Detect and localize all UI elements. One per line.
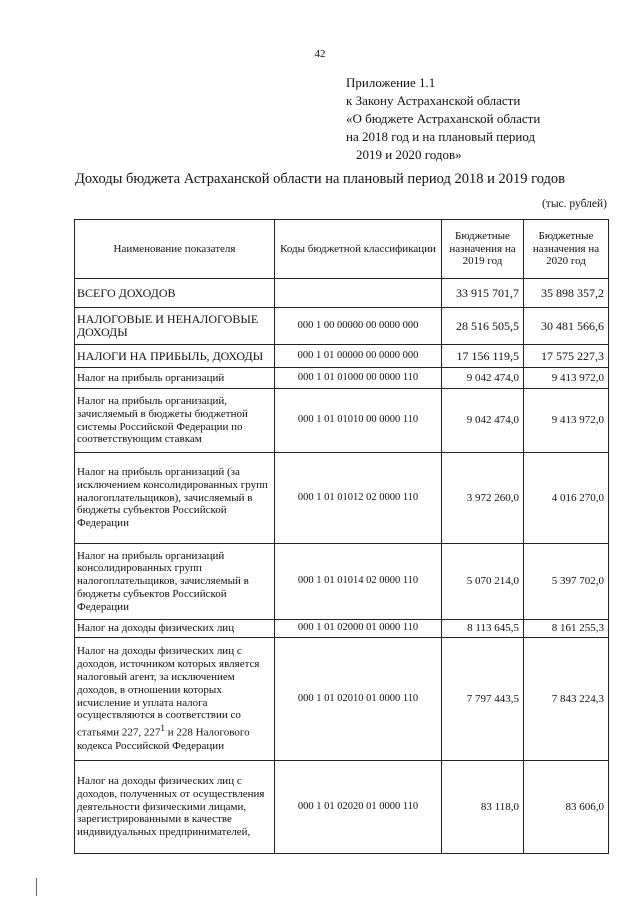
row-2019: 17 156 119,5 — [442, 345, 524, 368]
table-row — [75, 368, 609, 389]
row-name-superscript: 1 — [160, 723, 165, 734]
row-code: 000 1 01 01010 00 0000 110 — [275, 389, 442, 453]
table-row — [75, 453, 609, 544]
row-2020: 9 413 972,0 — [524, 368, 609, 389]
row-code: 000 1 01 00000 00 0000 000 — [275, 345, 442, 368]
appendix-line: Приложение 1.1 — [346, 75, 436, 90]
row-2019: 3 972 260,0 — [442, 453, 524, 544]
header-2019: Бюджетные назначения на 2019 год — [442, 220, 524, 279]
row-name: Налог на прибыль организаций, зачисляемый в бюджеты бюджетной системы Российской Федерации по соответствующим ставкам — [75, 389, 275, 453]
row-name: НАЛОГИ НА ПРИБЫЛЬ, ДОХОДЫ — [75, 345, 275, 368]
header-code: Коды бюджетной классификации — [275, 220, 442, 279]
scan-edge-mark — [36, 878, 39, 896]
row-2020: 35 898 357,2 — [524, 279, 609, 308]
budget-table — [74, 219, 609, 854]
row-2019: 5 070 214,0 — [442, 544, 524, 620]
row-2020: 5 397 702,0 — [524, 544, 609, 620]
row-name-text: и 228 Налогового кодекса Российской Федерации — [77, 726, 250, 752]
row-2020: 9 413 972,0 — [524, 389, 609, 453]
row-2019: 7 797 443,5 — [442, 638, 524, 761]
row-name: Налог на доходы физических лиц с доходов, полученных от осуществления деятельности физическими лицами, зарегистрированными в качестве индивидуальных предпринимателей, — [75, 761, 275, 854]
table-row — [75, 389, 609, 453]
row-2019: 9 042 474,0 — [442, 368, 524, 389]
row-name: Налог на прибыль организаций — [75, 368, 275, 389]
table-row — [75, 279, 609, 308]
row-2020: 7 843 224,3 — [524, 638, 609, 761]
row-2020: 30 481 566,6 — [524, 308, 609, 345]
row-2020: 4 016 270,0 — [524, 453, 609, 544]
row-2020: 83 606,0 — [524, 761, 609, 854]
row-2019: 28 516 505,5 — [442, 308, 524, 345]
row-2019: 33 915 701,7 — [442, 279, 524, 308]
row-2019: 83 118,0 — [442, 761, 524, 854]
table-row — [75, 620, 609, 638]
table-row — [75, 308, 609, 345]
row-code: 000 1 01 01012 02 0000 110 — [275, 453, 442, 544]
header-2020: Бюджетные назначения на 2020 год — [524, 220, 609, 279]
appendix-line: 2019 и 2020 годов» — [356, 147, 462, 162]
row-name-text: Налог на доходы физических лиц с доходов, источником которых является налоговый агент, за исключением доходов, в отношении которых исчисление и уплата налога осуществляются в соответствии со статьями 227, 227 — [77, 645, 260, 739]
appendix-block — [346, 74, 540, 164]
appendix-line: «О бюджете Астраханской области — [346, 111, 541, 126]
appendix-line: к Закону Астраханской области — [346, 93, 521, 108]
table-row — [75, 761, 609, 854]
table-row — [75, 544, 609, 620]
row-name: Налог на прибыль организаций консолидированных групп налогоплательщиков, зачисляемый в бюджеты субъектов Российской Федерации — [75, 544, 275, 620]
row-code — [275, 279, 442, 308]
row-code: 000 1 01 02010 01 0000 110 — [275, 638, 442, 761]
row-name: Налог на прибыль организаций (за исключением консолидированных групп налогоплательщиков), зачисляемый в бюджеты субъектов Российской Федерации — [75, 453, 275, 544]
row-2019: 8 113 645,5 — [442, 620, 524, 638]
row-code: 000 1 01 02000 01 0000 110 — [275, 620, 442, 638]
row-name: ВСЕГО ДОХОДОВ — [75, 279, 275, 308]
row-name — [75, 638, 275, 761]
table-header-row — [75, 220, 609, 279]
table-row — [75, 638, 609, 761]
page-title: Доходы бюджета Астраханской области на плановый период 2018 и 2019 годов — [74, 171, 566, 187]
row-2020: 8 161 255,3 — [524, 620, 609, 638]
header-name: Наименование показателя — [75, 220, 275, 279]
page-number: 42 — [314, 48, 326, 60]
row-name: НАЛОГОВЫЕ И НЕНАЛОГОВЫЕ ДОХОДЫ — [75, 308, 275, 345]
row-name: Налог на доходы физических лиц — [75, 620, 275, 638]
table-row — [75, 345, 609, 368]
row-code: 000 1 00 00000 00 0000 000 — [275, 308, 442, 345]
row-code: 000 1 01 01014 02 0000 110 — [275, 544, 442, 620]
row-2019: 9 042 474,0 — [442, 389, 524, 453]
row-code: 000 1 01 02020 01 0000 110 — [275, 761, 442, 854]
row-code: 000 1 01 01000 00 0000 110 — [275, 368, 442, 389]
appendix-line: на 2018 год и на плановый период — [346, 129, 536, 144]
row-2020: 17 575 227,3 — [524, 345, 609, 368]
units-label: (тыс. рублей) — [541, 198, 607, 210]
